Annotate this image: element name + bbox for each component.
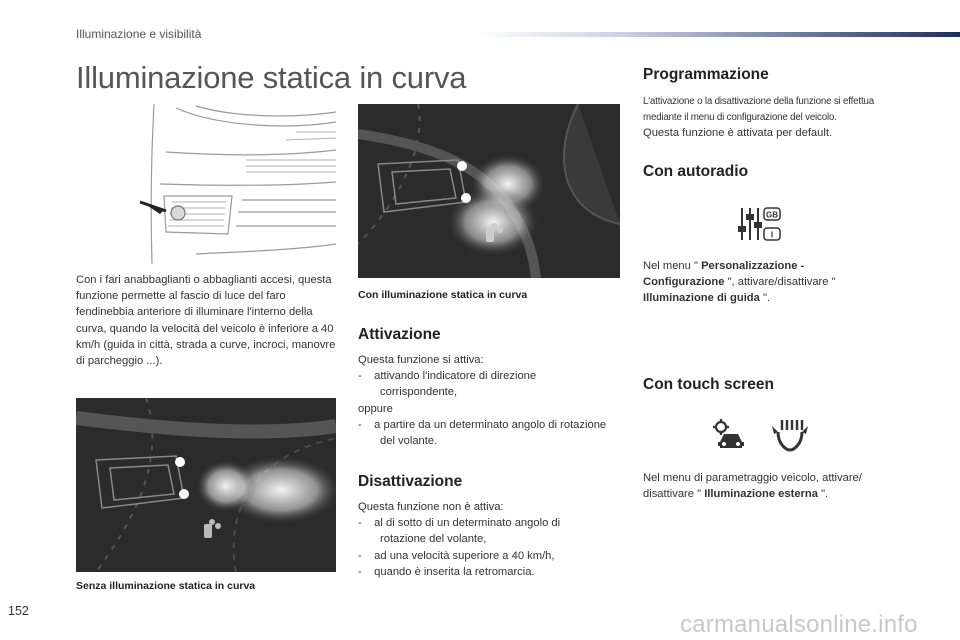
header-accent-bar <box>478 32 960 37</box>
autoradio-text-mid: ", attivare/disattivare " <box>724 276 836 289</box>
page-title: Illuminazione statica in curva <box>76 60 467 95</box>
touch-option-name: Illuminazione esterna <box>704 488 818 501</box>
autoradio-text-pre: Nel menu " <box>643 260 702 272</box>
icon-badge-gb: GB <box>766 210 778 220</box>
disattivazione-lead: Questa funzione non è attiva: <box>358 501 504 513</box>
figure-without-cornering-light <box>76 398 336 572</box>
disattivazione-item-3: - quando è inserita la retromarcia. <box>358 565 535 578</box>
heading-touch-screen: Con touch screen <box>643 376 774 393</box>
disattivazione-item-1: - al di sotto di un determinato angolo di rotazione del volante, <box>358 517 561 546</box>
heading-disattivazione: Disattivazione <box>358 473 463 490</box>
programmazione-line-1: L'attivazione o la disattivazione della funzione si effettua mediante il menu di configurazione del veicolo. <box>643 96 874 123</box>
heading-programmazione: Programmazione <box>643 66 769 83</box>
touch-text-pre: Nel menu di parametraggio veicolo, attivare/ disattivare " <box>643 472 862 501</box>
icon-badge-i: I <box>770 230 774 240</box>
page-number: 152 <box>8 604 29 618</box>
autoradio-text-post: ". <box>759 292 771 305</box>
watermark: carmanualsonline.info <box>680 611 918 638</box>
attivazione-lead: Questa funzione si attiva: <box>358 354 484 366</box>
disattivazione-item-2: - ad una velocità superiore a 40 km/h, <box>358 549 555 562</box>
programmazione-line-2: Questa funzione è attivata per default. <box>643 127 833 139</box>
attivazione-or: oppure <box>358 402 393 415</box>
autoradio-text <box>643 258 843 307</box>
heading-attivazione: Attivazione <box>358 326 441 343</box>
touch-screen-text <box>643 470 893 502</box>
figure-front-bumper <box>136 104 336 264</box>
touch-text-post: ". <box>817 488 829 501</box>
section-label: Illuminazione e visibilità <box>76 27 202 41</box>
caption-without: Senza illuminazione statica in curva <box>76 580 256 592</box>
attivazione-item-2: - a partire da un determinato angolo di rotazione del volante. <box>358 418 607 448</box>
autoradio-option-name: Illuminazione di guida <box>643 292 760 305</box>
intro-paragraph: Con i fari anabbaglianti o abbaglianti accesi, questa funzione permette al fascio di luce del faro fendinebbia anteriore di illuminare l'interno della curva, quando la velocità del veicolo è inferiore a 40 km/h (guida in città, strada a curve, incroci, manovre di parcheggio ...). <box>76 274 336 368</box>
heading-autoradio: Con autoradio <box>643 163 749 180</box>
headlamp-beam-icon <box>770 418 810 452</box>
caption-with: Con illuminazione statica in curva <box>358 289 528 301</box>
section-programmazione <box>643 66 913 141</box>
equalizer-language-icon <box>736 204 782 244</box>
figure-with-cornering-light <box>358 104 620 278</box>
vehicle-settings-icon <box>712 418 746 452</box>
section-disattivazione <box>358 473 608 580</box>
attivazione-item-1: - attivando l'indicatore di direzione corrispondente, <box>358 370 537 399</box>
section-attivazione <box>358 326 608 449</box>
autoradio-menu-name: Personalizzazione - Configurazione <box>643 260 805 289</box>
